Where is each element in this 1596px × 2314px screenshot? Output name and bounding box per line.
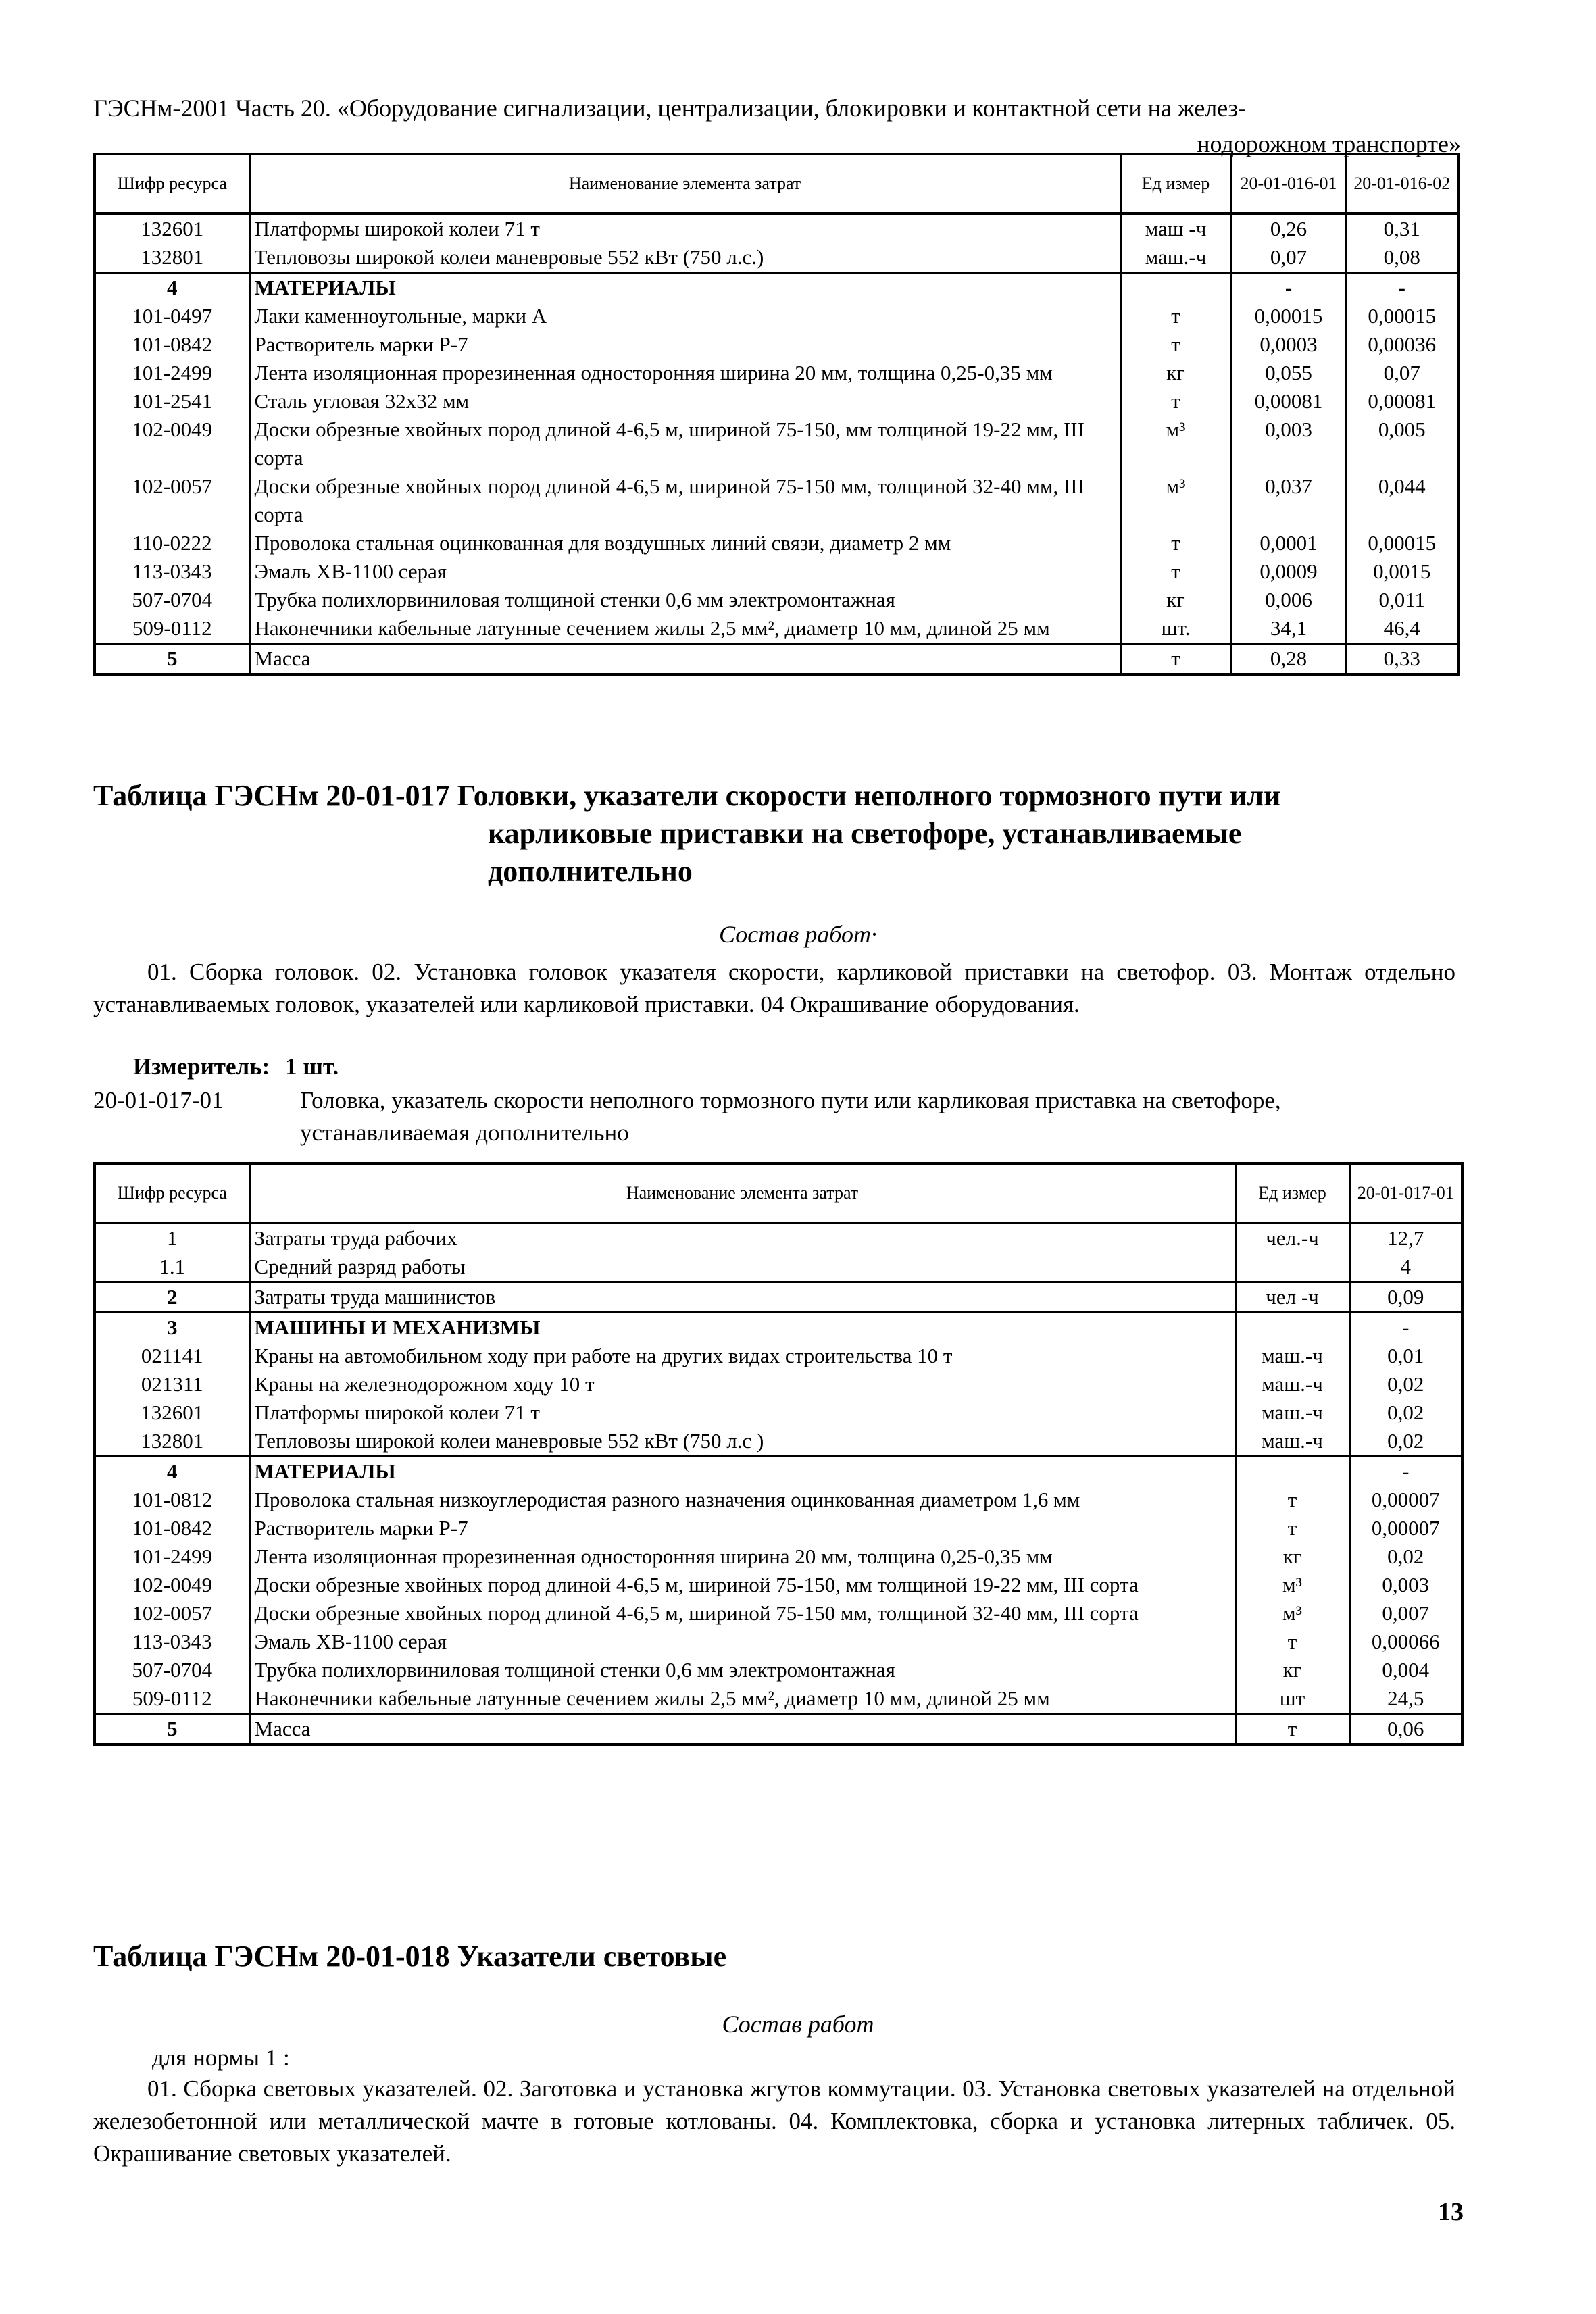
value: 0,004 <box>1349 1656 1462 1684</box>
unit: шт <box>1235 1684 1349 1714</box>
value: 0,00066 <box>1349 1628 1462 1656</box>
table-row <box>95 1514 1462 1542</box>
table-row <box>95 1223 1462 1253</box>
value: 0,00081 <box>1231 387 1346 416</box>
resource-name: Эмаль ХВ-1100 серая <box>249 1628 1235 1656</box>
table-row <box>95 1486 1462 1514</box>
table-row <box>95 1427 1462 1457</box>
meter-label: Измеритель: <box>133 1053 270 1080</box>
value: 0,00081 <box>1346 387 1458 416</box>
resource-name: Доски обрезные хвойных пород длиной 4-6,5 м, шириной 75-150 мм, толщиной 32-40 мм, III сорта <box>249 1599 1235 1628</box>
resource-name: Платформы широкой колеи 71 т <box>249 213 1120 243</box>
unit: кг <box>1235 1542 1349 1571</box>
norm-name: Головка, указатель скорости неполного тормозного пути или карликовая приставка на светофоре, устанавливаемая дополнительно <box>300 1087 1281 1146</box>
unit: маш.-ч <box>1120 243 1231 273</box>
value: 0,02 <box>1349 1399 1462 1427</box>
table-row <box>95 529 1458 557</box>
value: 0,006 <box>1231 586 1346 614</box>
table-row <box>95 1282 1462 1313</box>
value: 0,01 <box>1349 1342 1462 1370</box>
resource-name: Трубка полихлорвиниловая толщиной стенки 0,6 мм электромонтажная <box>249 586 1120 614</box>
column-header: 20-01-016-01 <box>1231 154 1346 213</box>
resource-name: Затраты труда рабочих <box>249 1223 1235 1253</box>
table-row <box>95 1253 1462 1282</box>
resource-name: Затраты труда машинистов <box>249 1282 1235 1313</box>
table-row <box>95 586 1458 614</box>
table-row <box>95 1656 1462 1684</box>
resource-name: Платформы широкой колеи 71 т <box>249 1399 1235 1427</box>
resource-code: 110-0222 <box>95 529 249 557</box>
column-header: Шифр ресурса <box>95 1163 249 1223</box>
unit: м³ <box>1120 416 1231 472</box>
resource-name: Проволока стальная низкоуглеродистая разного назначения оцинкованная диаметром 1,6 мм <box>249 1486 1235 1514</box>
resource-name: Лаки каменноугольные, марки А <box>249 302 1120 330</box>
resource-name: Краны на автомобильном ходу при работе на других видах строительства 10 т <box>249 1342 1235 1370</box>
works-heading-017: Состав работ· <box>719 921 877 948</box>
resource-code: 101-0497 <box>95 302 249 330</box>
unit <box>1235 1313 1349 1342</box>
value: 0,003 <box>1231 416 1346 472</box>
table-row <box>95 644 1458 675</box>
column-header: Наименование элемента затрат <box>249 154 1120 213</box>
table-row <box>95 1714 1462 1745</box>
unit: т <box>1120 302 1231 330</box>
resource-code: 1.1 <box>95 1253 249 1282</box>
resource-name: Средний разряд работы <box>249 1253 1235 1282</box>
value: 0,0009 <box>1231 557 1346 586</box>
resource-code: 5 <box>95 644 249 675</box>
resource-code: 102-0057 <box>95 1599 249 1628</box>
value: 0,00036 <box>1346 330 1458 359</box>
value: 0,0003 <box>1231 330 1346 359</box>
unit <box>1235 1457 1349 1486</box>
resource-code: 021141 <box>95 1342 249 1370</box>
resource-code: 101-2499 <box>95 359 249 387</box>
norm-code: 20-01-017-01 <box>93 1087 224 1113</box>
unit: чел.-ч <box>1235 1223 1349 1253</box>
unit: кг <box>1120 586 1231 614</box>
resource-code: 021311 <box>95 1370 249 1399</box>
value: 0,055 <box>1231 359 1346 387</box>
table-row <box>95 302 1458 330</box>
value: 0,02 <box>1349 1542 1462 1571</box>
running-header: ГЭСНм-2001 Часть 20. «Оборудование сигнализации, централизации, блокировки и контактной сети на желез- <box>93 95 1246 122</box>
resource-name: Сталь угловая 32х32 мм <box>249 387 1120 416</box>
table-row <box>95 472 1458 529</box>
table-017-title-text: Таблица ГЭСНм 20-01-017 Головки, указатели скорости неполного тормозного пути или карликовые приставки на светофоре, устанавливаемые дополнительно <box>93 779 1281 888</box>
table-header-row <box>95 1163 1462 1223</box>
value: 46,4 <box>1346 614 1458 644</box>
resource-code: 101-0842 <box>95 1514 249 1542</box>
resource-code: 101-2541 <box>95 387 249 416</box>
column-header: 20-01-016-02 <box>1346 154 1458 213</box>
unit: т <box>1120 330 1231 359</box>
resource-name: Доски обрезные хвойных пород длиной 4-6,5 м, шириной 75-150, мм толщиной 19-22 мм, III сорта <box>249 416 1120 472</box>
resource-code: 5 <box>95 1714 249 1745</box>
value: 0,011 <box>1346 586 1458 614</box>
unit: т <box>1235 1514 1349 1542</box>
table-row <box>95 330 1458 359</box>
value: 0,00007 <box>1349 1514 1462 1542</box>
unit: шт. <box>1120 614 1231 644</box>
table-row <box>95 1370 1462 1399</box>
unit: т <box>1120 644 1231 675</box>
resource-table-017 <box>93 1162 1464 1746</box>
works-description-018: 01. Сборка световых указателей. 02. Заготовка и установка жгутов коммутации. 03. Установка световых указателей на отдельной железобетонной или металлической мачте в готовые котлованы. 04. Комплектовка, сборка и установка литерных табличек. 05. Окрашивание световых указателей. <box>93 2076 1455 2167</box>
works-heading-018: Состав работ <box>722 2011 874 2038</box>
unit: маш.-ч <box>1235 1342 1349 1370</box>
resource-name: Тепловозы широкой колеи маневровые 552 кВт (750 л.с.) <box>249 243 1120 273</box>
unit: кг <box>1120 359 1231 387</box>
value: 0,0001 <box>1231 529 1346 557</box>
table-header-row <box>95 154 1458 213</box>
unit: м³ <box>1235 1571 1349 1599</box>
resource-code: 132601 <box>95 213 249 243</box>
column-header: Ед измер <box>1120 154 1231 213</box>
table-row <box>95 416 1458 472</box>
unit: маш.-ч <box>1235 1370 1349 1399</box>
column-header: Наименование элемента затрат <box>249 1163 1235 1223</box>
value: 12,7 <box>1349 1223 1462 1253</box>
unit: т <box>1120 557 1231 586</box>
unit <box>1235 1253 1349 1282</box>
value: 0,07 <box>1346 359 1458 387</box>
unit: маш.-ч <box>1235 1427 1349 1457</box>
resource-name: Доски обрезные хвойных пород длиной 4-6,5 м, шириной 75-150 мм, толщиной 32-40 мм, III сорта <box>249 472 1120 529</box>
resource-code: 509-0112 <box>95 1684 249 1714</box>
value: 34,1 <box>1231 614 1346 644</box>
value: 0,044 <box>1346 472 1458 529</box>
resource-code: 4 <box>95 273 249 303</box>
resource-code: 101-0812 <box>95 1486 249 1514</box>
value: 0,003 <box>1349 1571 1462 1599</box>
resource-name: Масса <box>249 644 1120 675</box>
value: 0,06 <box>1349 1714 1462 1745</box>
resource-code: 113-0343 <box>95 1628 249 1656</box>
column-header: 20-01-017-01 <box>1349 1163 1462 1223</box>
value: 0,08 <box>1346 243 1458 273</box>
resource-code: 509-0112 <box>95 614 249 644</box>
unit: м³ <box>1235 1599 1349 1628</box>
table-row <box>95 1542 1462 1571</box>
table-018-title: Таблица ГЭСНм 20-01-018 Указатели световые <box>93 1940 727 1973</box>
table-row <box>95 1571 1462 1599</box>
resource-code: 132801 <box>95 243 249 273</box>
unit: т <box>1235 1714 1349 1745</box>
norm-for: для нормы 1 : <box>152 2044 290 2071</box>
meter-value: 1 шт. <box>285 1053 339 1080</box>
resource-name: Лента изоляционная прорезиненная односторонняя ширина 20 мм, толщина 0,25-0,35 мм <box>249 359 1120 387</box>
value: 0,09 <box>1349 1282 1462 1313</box>
table-row <box>95 1599 1462 1628</box>
column-header: Ед измер <box>1235 1163 1349 1223</box>
resource-name: Краны на железнодорожном ходу 10 т <box>249 1370 1235 1399</box>
table-row <box>95 387 1458 416</box>
table-row <box>95 1457 1462 1486</box>
resource-code: 113-0343 <box>95 557 249 586</box>
resource-code: 4 <box>95 1457 249 1486</box>
meter <box>133 1051 339 1083</box>
value: 0,007 <box>1349 1599 1462 1628</box>
resource-name: Растворитель марки Р-7 <box>249 330 1120 359</box>
table-row <box>95 273 1458 303</box>
value: 0,00015 <box>1346 529 1458 557</box>
resource-name: Лента изоляционная прорезиненная односторонняя ширина 20 мм, толщина 0,25-0,35 мм <box>249 1542 1235 1571</box>
resource-code: 101-0842 <box>95 330 249 359</box>
unit: т <box>1120 387 1231 416</box>
resource-name: Эмаль ХВ-1100 серая <box>249 557 1120 586</box>
value: 0,33 <box>1346 644 1458 675</box>
unit: м³ <box>1120 472 1231 529</box>
table-row <box>95 213 1458 243</box>
table-row <box>95 1684 1462 1714</box>
value: 0,00007 <box>1349 1486 1462 1514</box>
unit: маш -ч <box>1120 213 1231 243</box>
resource-name: МАШИНЫ И МЕХАНИЗМЫ <box>249 1313 1235 1342</box>
table-row <box>95 614 1458 644</box>
value: 0,26 <box>1231 213 1346 243</box>
resource-code: 102-0049 <box>95 416 249 472</box>
resource-code: 102-0057 <box>95 472 249 529</box>
unit: т <box>1120 529 1231 557</box>
resource-code: 102-0049 <box>95 1571 249 1599</box>
value: 0,31 <box>1346 213 1458 243</box>
resource-name: Растворитель марки Р-7 <box>249 1514 1235 1542</box>
page-number: 13 <box>1438 2198 1464 2226</box>
value: 4 <box>1349 1253 1462 1282</box>
resource-code: 2 <box>95 1282 249 1313</box>
resource-code: 101-2499 <box>95 1542 249 1571</box>
value: - <box>1349 1313 1462 1342</box>
resource-name: Тепловозы широкой колеи маневровые 552 кВт (750 л.с ) <box>249 1427 1235 1457</box>
table-row <box>95 557 1458 586</box>
resource-name: Масса <box>249 1714 1235 1745</box>
table-row <box>95 243 1458 273</box>
table-row <box>95 1342 1462 1370</box>
running-header-continuation: нодорожном транспорте» <box>1197 130 1461 157</box>
table-017-title <box>93 777 1418 890</box>
resource-name: Трубка полихлорвиниловая толщиной стенки 0,6 мм электромонтажная <box>249 1656 1235 1684</box>
resource-code: 3 <box>95 1313 249 1342</box>
table-row <box>95 359 1458 387</box>
unit: маш.-ч <box>1235 1399 1349 1427</box>
table-row <box>95 1399 1462 1427</box>
unit: т <box>1235 1628 1349 1656</box>
value: 0,07 <box>1231 243 1346 273</box>
resource-code: 1 <box>95 1223 249 1253</box>
resource-table-016 <box>93 153 1460 676</box>
value: 0,0015 <box>1346 557 1458 586</box>
resource-name: Доски обрезные хвойных пород длиной 4-6,5 м, шириной 75-150, мм толщиной 19-22 мм, III сорта <box>249 1571 1235 1599</box>
resource-name: Наконечники кабельные латунные сечением жилы 2,5 мм², диаметр 10 мм, длиной 25 мм <box>249 1684 1235 1714</box>
resource-name: МАТЕРИАЛЫ <box>249 1457 1235 1486</box>
works-description-017: 01. Сборка головок. 02. Установка головок указателя скорости, карликовой приставки на светофор. 03. Монтаж отдельно устанавливаемых головок, указателей или карликовой приставки. 04 Окрашивание оборудования. <box>93 959 1455 1017</box>
value: 0,00015 <box>1346 302 1458 330</box>
value: 0,037 <box>1231 472 1346 529</box>
unit: чел -ч <box>1235 1282 1349 1313</box>
column-header: Шифр ресурса <box>95 154 249 213</box>
unit: кг <box>1235 1656 1349 1684</box>
value: 0,005 <box>1346 416 1458 472</box>
value: 0,02 <box>1349 1370 1462 1399</box>
value: - <box>1349 1457 1462 1486</box>
value: - <box>1231 273 1346 303</box>
resource-name: МАТЕРИАЛЫ <box>249 273 1120 303</box>
table-row <box>95 1628 1462 1656</box>
value: 0,28 <box>1231 644 1346 675</box>
unit: т <box>1235 1486 1349 1514</box>
value: 0,02 <box>1349 1427 1462 1457</box>
value: - <box>1346 273 1458 303</box>
resource-name: Проволока стальная оцинкованная для воздушных линий связи, диаметр 2 мм <box>249 529 1120 557</box>
value: 24,5 <box>1349 1684 1462 1714</box>
table-row <box>95 1313 1462 1342</box>
resource-code: 507-0704 <box>95 586 249 614</box>
resource-code: 507-0704 <box>95 1656 249 1684</box>
unit <box>1120 273 1231 303</box>
resource-code: 132801 <box>95 1427 249 1457</box>
resource-code: 132601 <box>95 1399 249 1427</box>
resource-name: Наконечники кабельные латунные сечением жилы 2,5 мм², диаметр 10 мм, длиной 25 мм <box>249 614 1120 644</box>
value: 0,00015 <box>1231 302 1346 330</box>
